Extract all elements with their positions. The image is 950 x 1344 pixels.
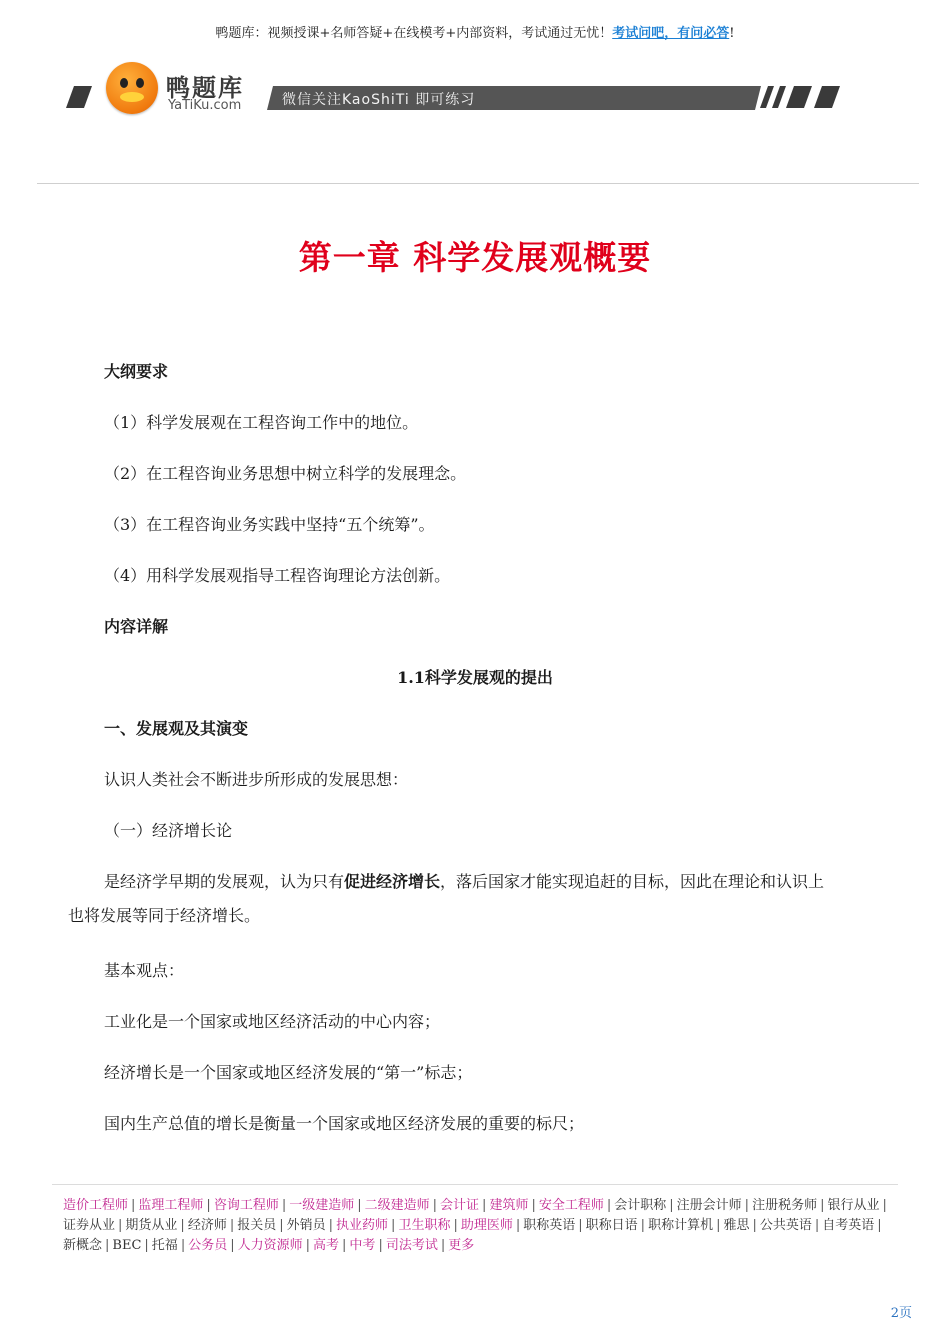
footer-link[interactable]: 职称英语 <box>523 1218 576 1233</box>
intro-text: 认识人类社会不断进步所形成的发展思想： <box>104 770 409 789</box>
footer-separator: | <box>482 1198 487 1213</box>
point-2: 经济增长是一个国家或地区经济发展的“第一”标志； <box>104 1063 473 1082</box>
footer-separator: | <box>144 1238 149 1253</box>
footer-link[interactable]: 咨询工程师 <box>213 1198 279 1213</box>
banner-stripe-right-3 <box>786 86 812 108</box>
footer-separator: | <box>229 1218 235 1233</box>
outline-item-4: （4）用科学发展观指导工程咨询理论方法创新。 <box>104 566 451 585</box>
footer-separator: | <box>440 1238 446 1253</box>
footer-link[interactable]: 会计职称 <box>614 1198 667 1213</box>
top-notice <box>0 22 950 41</box>
footer-separator: | <box>391 1218 396 1233</box>
slogan-text: 微信关注KaoShiTi 即可练习 <box>282 92 476 108</box>
outline-heading: 大纲要求 <box>104 362 169 381</box>
footer-link[interactable]: BEC <box>112 1238 142 1253</box>
footer-separator: | <box>877 1218 882 1233</box>
footer-link[interactable]: 自考英语 <box>822 1218 875 1233</box>
footer-link[interactable]: 高考 <box>313 1238 340 1253</box>
footer-link[interactable]: 职称日语 <box>585 1218 638 1233</box>
footer-link[interactable]: 会计证 <box>440 1198 480 1213</box>
duck-logo-icon <box>106 62 158 114</box>
footer-separator: | <box>305 1238 311 1253</box>
logo-domain: YaTiKu.com <box>168 98 242 113</box>
footer-link[interactable]: 证券从业 <box>63 1218 116 1233</box>
footer-link[interactable]: 司法考试 <box>385 1238 438 1253</box>
banner-stripe-left <box>66 86 92 108</box>
footer-link[interactable]: 助理医师 <box>460 1218 513 1233</box>
point-1: 工业化是一个国家或地区经济活动的中心内容； <box>104 1012 441 1031</box>
footer-separator: | <box>432 1198 438 1213</box>
footer-link[interactable]: 外销员 <box>286 1218 326 1233</box>
page-number: 2页 <box>890 1306 912 1321</box>
footer-separator: | <box>752 1218 757 1233</box>
footer-link[interactable]: 注册税务师 <box>752 1198 818 1213</box>
footer-separator: | <box>131 1198 136 1213</box>
footer-separator: | <box>515 1218 521 1233</box>
footer-separator: | <box>230 1238 235 1253</box>
ask-link[interactable]: 考试问吧，有问必答 <box>612 26 730 41</box>
header-divider <box>37 183 919 184</box>
footer-separator: | <box>669 1198 674 1213</box>
footer-link[interactable]: 安全工程师 <box>538 1198 604 1213</box>
footer-separator: | <box>820 1198 825 1213</box>
footer-link[interactable]: 公务员 <box>188 1238 228 1253</box>
footer-separator: | <box>531 1198 536 1213</box>
footer-link[interactable]: 公共英语 <box>759 1218 812 1233</box>
footer-separator: | <box>578 1218 583 1233</box>
footer-separator: | <box>453 1218 458 1233</box>
header-banner <box>64 60 844 130</box>
notice-suffix: ! <box>729 26 735 41</box>
footer-link[interactable]: 更多 <box>448 1238 475 1253</box>
footer-separator: | <box>206 1198 211 1213</box>
outline-item-1: （1）科学发展观在工程咨询工作中的地位。 <box>104 413 419 432</box>
outline-item-2: （2）在工程咨询业务思想中树立科学的发展理念。 <box>104 464 467 483</box>
footer-link[interactable]: 执业药师 <box>336 1218 389 1233</box>
footer-separator: | <box>328 1218 334 1233</box>
footer-link[interactable]: 建筑师 <box>489 1198 529 1213</box>
footer-separator: | <box>279 1218 284 1233</box>
footer-separator: | <box>105 1238 110 1253</box>
footer-link[interactable]: 报关员 <box>237 1218 277 1233</box>
basic-heading: 基本观点： <box>104 961 185 980</box>
body-text-2: ，落后国家才能实现追赶的目标，因此在理论和认识上也将发展等同于经济增长。 <box>68 872 825 925</box>
footer-divider <box>52 1184 898 1185</box>
footer-separator: | <box>180 1238 186 1253</box>
footer-links <box>63 1196 893 1256</box>
footer-separator: | <box>281 1198 287 1213</box>
banner-stripe-right-2 <box>772 86 786 108</box>
footer-link[interactable]: 银行从业 <box>827 1198 880 1213</box>
logo-name: 鸭题库 <box>166 74 244 102</box>
footer-separator: | <box>118 1218 123 1233</box>
footer-link[interactable]: 造价工程师 <box>63 1198 129 1213</box>
body-paragraph <box>68 865 838 933</box>
footer-separator: | <box>814 1218 820 1233</box>
section-title: 1.1科学发展观的提出 <box>397 668 553 687</box>
footer-separator: | <box>357 1198 362 1213</box>
footer-separator: | <box>882 1198 887 1213</box>
footer-separator: | <box>716 1218 721 1233</box>
footer-link[interactable]: 中考 <box>349 1238 376 1253</box>
footer-link[interactable]: 托福 <box>151 1238 178 1253</box>
footer-link[interactable]: 职称计算机 <box>648 1218 714 1233</box>
footer-link[interactable]: 新概念 <box>63 1238 103 1253</box>
footer-separator: | <box>640 1218 646 1233</box>
footer-link[interactable]: 监理工程师 <box>138 1198 204 1213</box>
footer-link[interactable]: 人力资源师 <box>237 1238 303 1253</box>
outline-item-3: （3）在工程咨询业务实践中坚持“五个统筹”。 <box>104 515 435 534</box>
point-3: 国内生产总值的增长是衡量一个国家或地区经济发展的重要的标尺； <box>104 1114 585 1133</box>
chapter-title: 第一章 科学发展观概要 <box>298 238 652 277</box>
footer-link[interactable]: 二级建造师 <box>364 1198 430 1213</box>
footer-separator: | <box>378 1238 383 1253</box>
footer-link[interactable]: 一级建造师 <box>289 1198 355 1213</box>
footer-separator: | <box>606 1198 612 1213</box>
banner-stripe-right-4 <box>814 86 840 108</box>
notice-text: 鸭题库：视频授课+名师答疑+在线模考+内部资料，考试通过无忧！ <box>215 26 613 41</box>
footer-link[interactable]: 雅思 <box>723 1218 750 1233</box>
content-heading: 内容详解 <box>104 617 169 636</box>
footer-separator: | <box>744 1198 750 1213</box>
body-emphasis: 促进经济增长 <box>344 872 441 891</box>
body-text-1: 是经济学早期的发展观，认为只有 <box>104 872 345 891</box>
footer-link[interactable]: 注册会计师 <box>676 1198 742 1213</box>
item-title: （一）经济增长论 <box>104 821 233 840</box>
footer-separator: | <box>180 1218 185 1233</box>
footer-separator: | <box>342 1238 347 1253</box>
footer-link[interactable]: 经济师 <box>187 1218 227 1233</box>
footer-link[interactable]: 卫生职称 <box>398 1218 451 1233</box>
subsection-title: 一、发展观及其演变 <box>104 719 249 738</box>
footer-link[interactable]: 期货从业 <box>125 1218 178 1233</box>
